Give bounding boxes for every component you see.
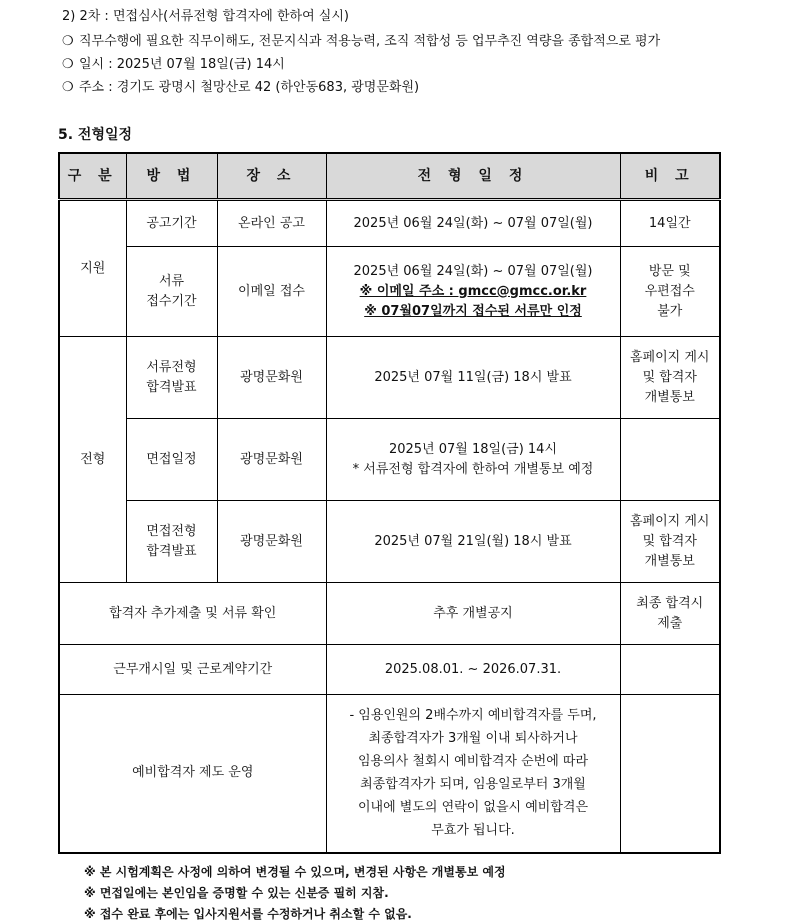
group-apply: 지원	[59, 200, 126, 337]
evaluation-criteria-line: ❍ 직무수행에 필요한 직무이해도, 전문지식과 적용능력, 조직 적합성 등 업무추진 역량을 종합적으로 평가	[62, 34, 661, 49]
schedule-cell: 2025.08.01. ~ 2026.07.31.	[326, 645, 620, 695]
method-cell: 서류 접수기간	[126, 247, 217, 337]
place-cell: 광명문화원	[217, 337, 326, 419]
row-label: 근무개시일 및 근로계약기간	[59, 645, 326, 695]
interview-stage-line: 2) 2차 : 면접심사(서류전형 합격자에 한하여 실시)	[62, 9, 349, 24]
table-row	[59, 583, 720, 645]
group-screening: 전형	[59, 337, 126, 583]
schedule-cell: 2025년 06월 24일(화) ~ 07월 07일(월)	[326, 200, 620, 247]
circle-bullet-icon: ❍	[62, 80, 74, 95]
method-cell: 서류전형 합격발표	[126, 337, 217, 419]
note-cell	[620, 645, 720, 695]
table-row	[59, 419, 720, 501]
schedule-table	[58, 152, 721, 854]
place-cell: 이메일 접수	[217, 247, 326, 337]
note-cell: 최종 합격시 제출	[620, 583, 720, 645]
deadline-note: ※ 07월07일까지 접수된 서류만 인정	[364, 303, 582, 319]
note-cell	[620, 695, 720, 853]
header-note: 비 고	[620, 153, 720, 200]
method-cell: 면접전형 합격발표	[126, 501, 217, 583]
header-schedule: 전 형 일 정	[326, 153, 620, 200]
method-cell: 면접일정	[126, 419, 217, 501]
note-cell: 14일간	[620, 200, 720, 247]
place-cell: 광명문화원	[217, 419, 326, 501]
row-label: 합격자 추가제출 및 서류 확인	[59, 583, 326, 645]
email-address: ※ 이메일 주소 : gmcc@gmcc.or.kr	[359, 283, 587, 299]
footnote: ※ 본 시험계획은 사정에 의하여 변경될 수 있으며, 변경된 사항은 개별통보 예정	[84, 865, 506, 879]
table-row	[59, 247, 720, 337]
header-method: 방 법	[126, 153, 217, 200]
circle-bullet-icon: ❍	[62, 57, 74, 72]
table-row	[59, 337, 720, 419]
circle-bullet-icon: ❍	[62, 34, 74, 49]
footnote: ※ 면접일에는 본인임을 증명할 수 있는 신분증 필히 지참.	[84, 886, 389, 900]
table-header-row	[59, 153, 720, 200]
table-row	[59, 645, 720, 695]
schedule-cell: 2025년 06월 24일(화) ~ 07월 07일(월) ※ 이메일 주소 : gmcc@gmcc.or.kr ※ 07월07일까지 접수된 서류만 인정	[326, 247, 620, 337]
header-place: 장 소	[217, 153, 326, 200]
place-cell: 온라인 공고	[217, 200, 326, 247]
interview-date-line: ❍ 일시 : 2025년 07월 18일(금) 14시	[62, 57, 285, 72]
place-cell: 광명문화원	[217, 501, 326, 583]
table-row	[59, 501, 720, 583]
note-cell: 홈페이지 게시 및 합격자 개별통보	[620, 501, 720, 583]
schedule-cell: 2025년 07월 11일(금) 18시 발표	[326, 337, 620, 419]
schedule-cell: 2025년 07월 18일(금) 14시 * 서류전형 합격자에 한하여 개별통보 예정	[326, 419, 620, 501]
note-cell: 방문 및 우편접수 불가	[620, 247, 720, 337]
method-cell: 공고기간	[126, 200, 217, 247]
interview-address-line: ❍ 주소 : 경기도 광명시 철망산로 42 (하안동683, 광명문화원)	[62, 80, 420, 95]
row-label: 예비합격자 제도 운영	[59, 695, 326, 853]
note-cell: 홈페이지 게시 및 합격자 개별통보	[620, 337, 720, 419]
schedule-cell: 추후 개별공지	[326, 583, 620, 645]
table-row	[59, 695, 720, 853]
header-category: 구 분	[59, 153, 126, 200]
section-title: 5. 전형일정	[58, 127, 133, 143]
table-row	[59, 200, 720, 247]
footnote: ※ 접수 완료 후에는 입사지원서를 수정하거나 취소할 수 없음.	[84, 907, 412, 921]
schedule-cell: 2025년 07월 21일(월) 18시 발표	[326, 501, 620, 583]
schedule-cell: - 임용인원의 2배수까지 예비합격자를 두며, 최종합격자가 3개월 이내 퇴사하거나 임용의사 철회시 예비합격자 순번에 따라 최종합격자가 되며, 임용일로부터 3개월 이내에 별도의 연락이 없을시 예비합격은 무효가 됩니다.	[326, 695, 620, 853]
note-cell	[620, 419, 720, 501]
